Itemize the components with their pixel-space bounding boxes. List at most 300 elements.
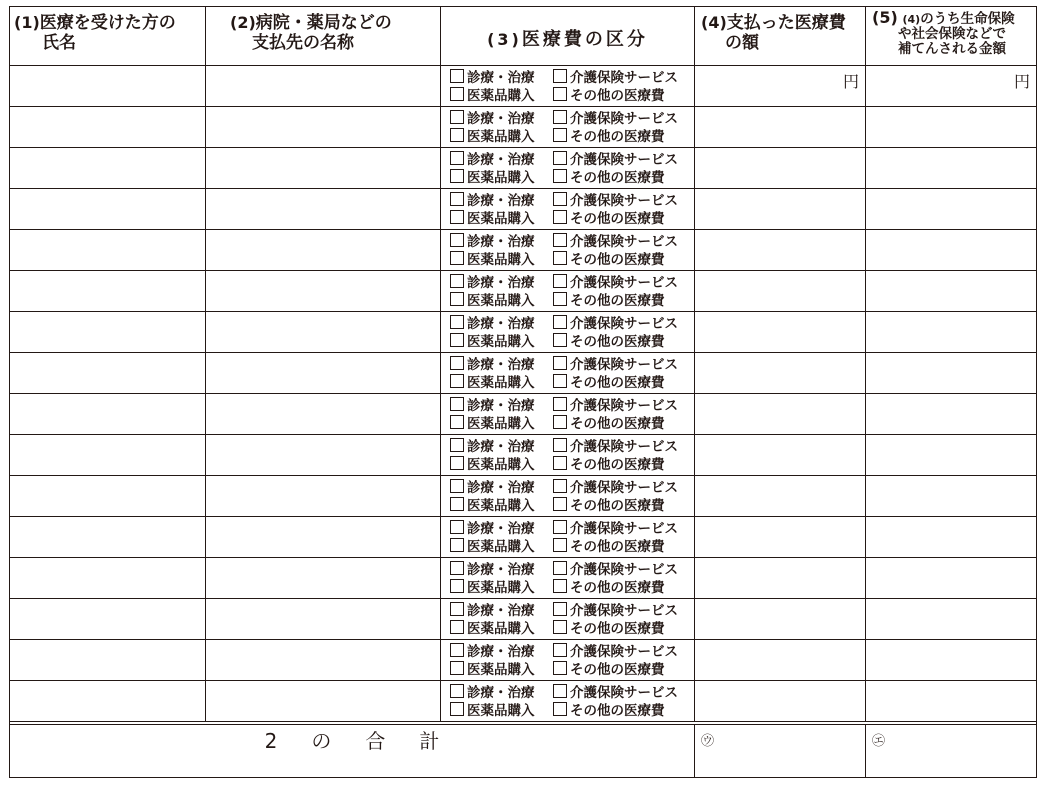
checkbox[interactable] — [450, 151, 464, 165]
patient-name-cell[interactable] — [10, 435, 206, 476]
category-label: 診療・治療 — [467, 480, 535, 496]
patient-name-cell[interactable] — [10, 312, 206, 353]
checkbox[interactable] — [553, 620, 567, 634]
header-expense-category — [441, 7, 695, 66]
category-option — [553, 151, 678, 169]
expense-row — [10, 66, 1037, 107]
header-payee-name — [206, 7, 441, 66]
amount-paid-cell[interactable] — [695, 599, 866, 640]
total-row — [10, 725, 1037, 778]
category-label: その他の医療費 — [570, 580, 665, 596]
amount-paid-cell[interactable] — [695, 271, 866, 312]
amount-paid-cell[interactable] — [695, 476, 866, 517]
category-label: 診療・治療 — [467, 644, 535, 660]
expense-row — [10, 435, 1037, 476]
checkbox[interactable] — [553, 374, 567, 388]
patient-name-cell[interactable] — [10, 517, 206, 558]
reimbursed-amount-cell[interactable] — [866, 107, 1037, 148]
checkbox[interactable] — [450, 661, 464, 675]
category-label: 医薬品購入 — [467, 375, 535, 391]
category-option — [450, 520, 553, 538]
header-amount-paid — [695, 7, 866, 66]
category-option — [553, 274, 678, 292]
checkbox[interactable] — [553, 561, 567, 575]
category-label: 介護保険サービス — [570, 193, 678, 209]
header-number: (4) — [701, 13, 727, 32]
checkbox[interactable] — [553, 87, 567, 101]
patient-name-cell[interactable] — [10, 394, 206, 435]
checkbox[interactable] — [553, 479, 567, 493]
patient-name-cell[interactable] — [10, 66, 206, 107]
checkbox[interactable] — [553, 128, 567, 142]
checkbox[interactable] — [450, 233, 464, 247]
expense-category-cell — [441, 107, 695, 148]
patient-name-cell[interactable] — [10, 353, 206, 394]
amount-paid-cell[interactable] — [695, 353, 866, 394]
expense-category-cell — [441, 681, 695, 722]
expense-row — [10, 353, 1037, 394]
reimbursed-amount-cell[interactable] — [866, 394, 1037, 435]
total-mark-u: ㋒ — [701, 734, 715, 749]
checkbox[interactable] — [553, 456, 567, 470]
checkbox[interactable] — [450, 210, 464, 224]
category-option — [450, 356, 553, 374]
expense-row — [10, 558, 1037, 599]
expense-row — [10, 148, 1037, 189]
checkbox[interactable] — [553, 643, 567, 657]
checkbox[interactable] — [553, 520, 567, 534]
total-label-char: 2 — [264, 729, 278, 753]
total-amount-paid-cell[interactable] — [695, 725, 866, 778]
checkbox[interactable] — [553, 274, 567, 288]
category-label: 医薬品購入 — [467, 539, 535, 555]
expense-row — [10, 107, 1037, 148]
category-label: その他の医療費 — [570, 88, 665, 104]
total-mark-e: ㋓ — [872, 734, 886, 749]
amount-paid-cell[interactable] — [695, 189, 866, 230]
category-option — [450, 602, 553, 620]
category-label: 医薬品購入 — [467, 457, 535, 473]
checkbox[interactable] — [450, 128, 464, 142]
checkbox[interactable] — [450, 497, 464, 511]
category-option — [450, 292, 553, 310]
reimbursed-amount-cell[interactable] — [866, 148, 1037, 189]
category-label: 介護保険サービス — [570, 234, 678, 250]
checkbox[interactable] — [553, 169, 567, 183]
category-label: 診療・治療 — [467, 439, 535, 455]
category-label: 診療・治療 — [467, 70, 535, 86]
checkbox[interactable] — [450, 374, 464, 388]
checkbox[interactable] — [450, 169, 464, 183]
category-label: 介護保険サービス — [570, 398, 678, 414]
checkbox[interactable] — [553, 684, 567, 698]
amount-paid-cell[interactable] — [695, 230, 866, 271]
category-label: 診療・治療 — [467, 152, 535, 168]
expense-category-cell — [441, 353, 695, 394]
checkbox[interactable] — [553, 251, 567, 265]
checkbox[interactable] — [553, 356, 567, 370]
category-option — [450, 110, 553, 128]
amount-paid-cell[interactable] — [695, 148, 866, 189]
category-option — [450, 561, 553, 579]
header-text: 医療を受けた方の — [39, 13, 176, 33]
category-label: 診療・治療 — [467, 275, 535, 291]
reimbursed-amount-cell[interactable] — [866, 476, 1037, 517]
total-label-char: の — [311, 729, 332, 753]
checkbox[interactable] — [450, 274, 464, 288]
category-label: 診療・治療 — [467, 316, 535, 332]
checkbox[interactable] — [450, 87, 464, 101]
payee-name-cell[interactable] — [206, 271, 441, 312]
category-label: 診療・治療 — [467, 685, 535, 701]
header-text: 支払った医療費 — [726, 13, 846, 33]
checkbox[interactable] — [450, 192, 464, 206]
checkbox[interactable] — [450, 684, 464, 698]
checkbox[interactable] — [553, 69, 567, 83]
expense-category-cell — [441, 640, 695, 681]
category-option — [553, 661, 665, 679]
category-label: その他の医療費 — [570, 621, 665, 637]
amount-paid-cell[interactable] — [695, 558, 866, 599]
expense-row — [10, 476, 1037, 517]
category-option — [553, 374, 665, 392]
category-label: 診療・治療 — [467, 521, 535, 537]
amount-paid-cell[interactable] — [695, 681, 866, 722]
header-row — [10, 7, 1037, 66]
header-number: (2) — [230, 13, 256, 32]
expense-category-cell — [441, 230, 695, 271]
payee-name-cell[interactable] — [206, 353, 441, 394]
category-option — [450, 87, 553, 105]
category-label: 医薬品購入 — [467, 211, 535, 227]
patient-name-cell[interactable] — [10, 476, 206, 517]
expense-row — [10, 640, 1037, 681]
category-label: その他の医療費 — [570, 539, 665, 555]
medical-expense-form — [9, 6, 1036, 786]
category-option — [450, 274, 553, 292]
category-option — [553, 438, 678, 456]
header-number: (5) — [872, 8, 898, 27]
checkbox[interactable] — [450, 251, 464, 265]
category-option — [553, 110, 678, 128]
category-option — [553, 397, 678, 415]
category-option — [553, 643, 678, 661]
payee-name-cell[interactable] — [206, 148, 441, 189]
category-label: その他の医療費 — [570, 703, 665, 719]
checkbox[interactable] — [553, 415, 567, 429]
category-option — [553, 520, 678, 538]
expense-category-cell — [441, 312, 695, 353]
category-option — [553, 333, 665, 351]
patient-name-cell[interactable] — [10, 640, 206, 681]
category-option — [450, 579, 553, 597]
category-label: 診療・治療 — [467, 357, 535, 373]
category-label: その他の医療費 — [570, 375, 665, 391]
expense-category-cell — [441, 189, 695, 230]
checkbox[interactable] — [553, 292, 567, 306]
category-label: 介護保険サービス — [570, 562, 678, 578]
expense-category-cell — [441, 148, 695, 189]
payee-name-cell[interactable] — [206, 681, 441, 722]
payee-name-cell[interactable] — [206, 230, 441, 271]
reimbursed-amount-cell[interactable] — [866, 189, 1037, 230]
checkbox[interactable] — [450, 602, 464, 616]
category-option — [450, 643, 553, 661]
category-option — [553, 415, 665, 433]
checkbox[interactable] — [450, 456, 464, 470]
amount-paid-cell[interactable] — [695, 66, 866, 107]
total-label-char: 合 — [365, 729, 386, 753]
payee-name-cell[interactable] — [206, 107, 441, 148]
expense-category-cell — [441, 435, 695, 476]
header-reimbursed-amount — [866, 7, 1037, 66]
category-label: 診療・治療 — [467, 111, 535, 127]
checkbox[interactable] — [553, 397, 567, 411]
patient-name-cell[interactable] — [10, 189, 206, 230]
checkbox[interactable] — [450, 702, 464, 716]
category-option — [450, 169, 553, 187]
payee-name-cell[interactable] — [206, 599, 441, 640]
category-label: 医薬品購入 — [467, 703, 535, 719]
category-label: 医薬品購入 — [467, 88, 535, 104]
patient-name-cell[interactable] — [10, 558, 206, 599]
payee-name-cell[interactable] — [206, 312, 441, 353]
checkbox[interactable] — [450, 538, 464, 552]
expense-row — [10, 517, 1037, 558]
amount-paid-cell[interactable] — [695, 107, 866, 148]
category-label: 診療・治療 — [467, 603, 535, 619]
amount-paid-cell[interactable] — [695, 640, 866, 681]
checkbox[interactable] — [553, 579, 567, 593]
checkbox[interactable] — [553, 110, 567, 124]
checkbox[interactable] — [553, 497, 567, 511]
reimbursed-amount-cell[interactable] — [866, 640, 1037, 681]
payee-name-cell[interactable] — [206, 517, 441, 558]
category-option — [450, 702, 553, 720]
checkbox[interactable] — [553, 151, 567, 165]
checkbox[interactable] — [450, 356, 464, 370]
category-option — [450, 497, 553, 515]
category-label: 介護保険サービス — [570, 603, 678, 619]
category-label: 医薬品購入 — [467, 293, 535, 309]
expense-row — [10, 312, 1037, 353]
checkbox[interactable] — [450, 620, 464, 634]
category-label: その他の医療費 — [570, 129, 665, 145]
checkbox[interactable] — [450, 643, 464, 657]
payee-name-cell[interactable] — [206, 640, 441, 681]
category-label: 介護保険サービス — [570, 685, 678, 701]
category-label: 介護保険サービス — [570, 275, 678, 291]
category-option — [450, 397, 553, 415]
header-text: のうち生命保険 — [920, 11, 1015, 27]
checkbox[interactable] — [450, 315, 464, 329]
checkbox[interactable] — [553, 702, 567, 716]
category-label: 医薬品購入 — [467, 129, 535, 145]
checkbox[interactable] — [450, 397, 464, 411]
checkbox[interactable] — [553, 233, 567, 247]
checkbox[interactable] — [450, 110, 464, 124]
category-label: その他の医療費 — [570, 662, 665, 678]
checkbox[interactable] — [450, 415, 464, 429]
payee-name-cell[interactable] — [206, 558, 441, 599]
category-label: その他の医療費 — [570, 293, 665, 309]
category-option — [553, 169, 665, 187]
category-option — [553, 620, 665, 638]
header-number: (3) — [487, 30, 522, 49]
header-text: 氏名 — [42, 33, 76, 53]
reimbursed-amount-cell[interactable] — [866, 271, 1037, 312]
reimbursed-amount-cell[interactable] — [866, 681, 1037, 722]
reimbursed-amount-cell[interactable] — [866, 312, 1037, 353]
checkbox[interactable] — [553, 661, 567, 675]
header-text: や社会保険などで — [898, 26, 1006, 42]
category-label: 医薬品購入 — [467, 621, 535, 637]
reimbursed-amount-cell[interactable] — [866, 517, 1037, 558]
reimbursed-amount-cell[interactable] — [866, 353, 1037, 394]
expense-row — [10, 681, 1037, 722]
amount-paid-cell[interactable] — [695, 435, 866, 476]
total-reimbursed-cell[interactable] — [866, 725, 1037, 778]
checkbox[interactable] — [553, 602, 567, 616]
checkbox[interactable] — [450, 69, 464, 83]
category-option — [553, 315, 678, 333]
category-option — [553, 251, 665, 269]
patient-name-cell[interactable] — [10, 271, 206, 312]
checkbox[interactable] — [553, 438, 567, 452]
total-label-char: 計 — [419, 729, 440, 753]
category-label: 診療・治療 — [467, 562, 535, 578]
category-option — [553, 702, 665, 720]
category-label: その他の医療費 — [570, 170, 665, 186]
currency-unit: 円 — [842, 72, 859, 91]
header-text: 医療費の区分 — [521, 29, 648, 50]
amount-paid-cell[interactable] — [695, 312, 866, 353]
expense-rows — [10, 66, 1037, 722]
header-text: 補てんされる金額 — [898, 41, 1006, 57]
category-option — [450, 456, 553, 474]
reimbursed-amount-cell[interactable] — [866, 435, 1037, 476]
category-option — [450, 233, 553, 251]
header-subref: (4) — [902, 13, 921, 26]
category-label: 医薬品購入 — [467, 580, 535, 596]
category-label: 介護保険サービス — [570, 316, 678, 332]
category-label: 介護保険サービス — [570, 521, 678, 537]
category-label: 医薬品購入 — [467, 416, 535, 432]
category-option — [553, 497, 665, 515]
category-option — [553, 356, 678, 374]
payee-name-cell[interactable] — [206, 394, 441, 435]
category-label: 介護保険サービス — [570, 357, 678, 373]
patient-name-cell[interactable] — [10, 107, 206, 148]
category-label: 介護保険サービス — [570, 644, 678, 660]
payee-name-cell[interactable] — [206, 66, 441, 107]
category-option — [450, 128, 553, 146]
category-option — [553, 561, 678, 579]
category-option — [450, 415, 553, 433]
category-label: 医薬品購入 — [467, 334, 535, 350]
reimbursed-amount-cell[interactable] — [866, 599, 1037, 640]
expense-category-cell — [441, 271, 695, 312]
amount-paid-cell[interactable] — [695, 517, 866, 558]
patient-name-cell[interactable] — [10, 230, 206, 271]
checkbox[interactable] — [450, 438, 464, 452]
category-label: 介護保険サービス — [570, 439, 678, 455]
amount-paid-cell[interactable] — [695, 394, 866, 435]
category-option — [450, 192, 553, 210]
checkbox[interactable] — [553, 538, 567, 552]
reimbursed-amount-cell[interactable] — [866, 558, 1037, 599]
category-label: 医薬品購入 — [467, 252, 535, 268]
checkbox[interactable] — [450, 292, 464, 306]
checkbox[interactable] — [553, 210, 567, 224]
category-option — [553, 292, 665, 310]
category-option — [450, 151, 553, 169]
category-option — [553, 210, 665, 228]
category-label: 医薬品購入 — [467, 170, 535, 186]
category-option — [450, 620, 553, 638]
payee-name-cell[interactable] — [206, 435, 441, 476]
category-label: 介護保険サービス — [570, 152, 678, 168]
checkbox[interactable] — [450, 561, 464, 575]
header-text: 病院・薬局などの — [255, 13, 392, 33]
category-option — [450, 251, 553, 269]
category-label: 診療・治療 — [467, 234, 535, 250]
category-label: その他の医療費 — [570, 252, 665, 268]
patient-name-cell[interactable] — [10, 681, 206, 722]
category-option — [553, 602, 678, 620]
total-label — [10, 725, 695, 778]
checkbox[interactable] — [553, 333, 567, 347]
category-label: その他の医療費 — [570, 334, 665, 350]
expense-row — [10, 394, 1037, 435]
checkbox[interactable] — [553, 192, 567, 206]
expense-category-cell — [441, 599, 695, 640]
category-option — [450, 661, 553, 679]
checkbox[interactable] — [450, 333, 464, 347]
category-option — [553, 456, 665, 474]
checkbox[interactable] — [553, 315, 567, 329]
category-label: 医薬品購入 — [467, 498, 535, 514]
category-label: その他の医療費 — [570, 498, 665, 514]
expense-table — [9, 6, 1037, 778]
expense-row — [10, 230, 1037, 271]
category-option — [553, 87, 665, 105]
checkbox[interactable] — [450, 579, 464, 593]
reimbursed-amount-cell[interactable] — [866, 66, 1037, 107]
category-option — [553, 479, 678, 497]
category-label: 診療・治療 — [467, 193, 535, 209]
category-label: 介護保険サービス — [570, 111, 678, 127]
category-option — [450, 210, 553, 228]
category-option — [450, 315, 553, 333]
expense-row — [10, 599, 1037, 640]
payee-name-cell[interactable] — [206, 189, 441, 230]
category-option — [450, 374, 553, 392]
category-option — [553, 684, 678, 702]
payee-name-cell[interactable] — [206, 476, 441, 517]
category-option — [450, 684, 553, 702]
checkbox[interactable] — [450, 479, 464, 493]
category-option — [450, 438, 553, 456]
category-label: 診療・治療 — [467, 398, 535, 414]
patient-name-cell[interactable] — [10, 148, 206, 189]
checkbox[interactable] — [450, 520, 464, 534]
reimbursed-amount-cell[interactable] — [866, 230, 1037, 271]
category-label: その他の医療費 — [570, 211, 665, 227]
expense-row — [10, 189, 1037, 230]
patient-name-cell[interactable] — [10, 599, 206, 640]
expense-category-cell — [441, 517, 695, 558]
